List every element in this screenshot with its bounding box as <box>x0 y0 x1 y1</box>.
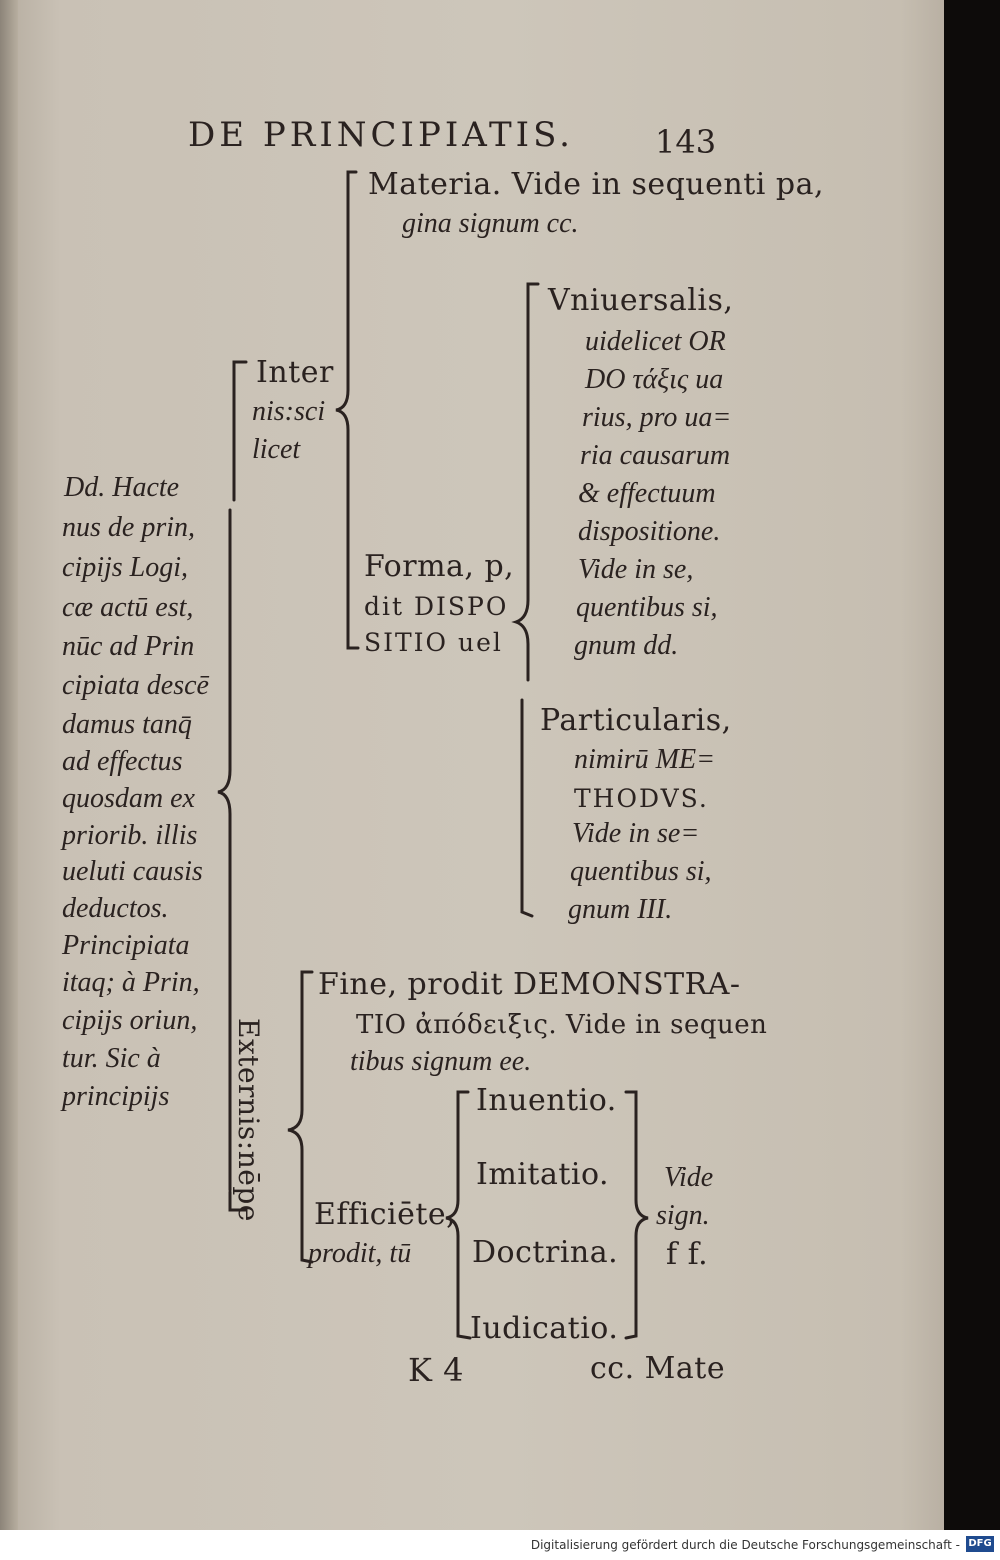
left-line: nūc ad Prin <box>62 631 195 662</box>
universalis-line: ria causarum <box>580 440 731 471</box>
left-line: principijs <box>62 1081 170 1112</box>
left-line: Dd. Hacte <box>64 472 180 503</box>
particularis-line: quentibus si, <box>570 856 712 887</box>
left-line: priorib. illis <box>62 820 198 851</box>
left-line: cipijs oriun, <box>62 1005 198 1036</box>
method-item: Imitatio. <box>476 1157 610 1192</box>
universalis-line: uidelicet OR <box>585 326 726 357</box>
forma-line: dit DISPO <box>364 592 509 621</box>
forma-brace-lower <box>522 700 532 916</box>
catchword: cc. Mate <box>590 1351 726 1386</box>
left-line: tur. Sic à <box>62 1043 161 1074</box>
internis-line: licet <box>252 434 301 465</box>
fine-line: Fine, prodit DEMONSTRA- <box>318 967 741 1002</box>
forma-line: SITIO uel <box>364 628 503 657</box>
internis-line: nis:sci <box>252 396 326 427</box>
particularis-line: Vide in se= <box>572 818 700 849</box>
particularis-line: nimirū ME= <box>574 744 715 775</box>
main-brace-upper <box>234 362 246 500</box>
efficiente-brace <box>446 1092 470 1338</box>
left-line: deductos. <box>62 893 169 924</box>
particularis-line: THODVS. <box>574 784 709 813</box>
left-line: cæ actū est, <box>62 592 194 623</box>
left-line: cipiata descē <box>62 670 209 701</box>
universalis-line: dispositione. <box>578 516 721 547</box>
forma-line: Forma, p, <box>364 549 515 584</box>
efficiente-line: Efficiēte, <box>314 1197 457 1232</box>
universalis-line: Vide in se, <box>578 554 694 585</box>
vide-sign-line: sign. <box>656 1200 710 1231</box>
left-line: quosdam ex <box>62 783 195 814</box>
method-item: Iudicatio. <box>470 1311 619 1346</box>
universalis-line: gnum dd. <box>574 630 679 661</box>
externis-label: Externis:nēpe <box>232 1018 265 1222</box>
method-item: Inuentio. <box>476 1083 617 1118</box>
page-number: 143 <box>655 123 717 161</box>
dfg-logo: DFG <box>966 1536 994 1552</box>
internis-line: Inter <box>256 355 334 390</box>
methods-closing-brace <box>626 1092 648 1338</box>
footer-credit: Digitalisierung gefördert durch die Deutsche Forschungsgemeinschaft - <box>530 1538 960 1552</box>
running-title: DE PRINCIPIATIS. <box>188 115 574 155</box>
signature-mark: K 4 <box>408 1351 464 1389</box>
main-brace-lower <box>230 1192 246 1210</box>
vide-sign-line: f f. <box>666 1237 709 1272</box>
fine-line: tibus signum ee. <box>350 1046 532 1077</box>
efficiente-line: prodit, tū <box>308 1238 412 1269</box>
left-line: damus tanq̄ <box>62 709 192 740</box>
fine-line: TIO ἀπόδειξις. Vide in sequen <box>356 1010 768 1040</box>
particularis-line: gnum III. <box>568 894 673 925</box>
digitization-footer <box>0 1530 1000 1560</box>
materia-line: gina signum cc. <box>402 208 579 239</box>
externis-brace <box>288 972 312 1262</box>
internis-brace <box>336 172 358 648</box>
left-line: nus de prin, <box>62 512 195 543</box>
particularis-line: Particularis, <box>540 703 732 738</box>
universalis-line: & effectuum <box>578 478 716 509</box>
method-item: Doctrina. <box>472 1235 619 1270</box>
left-line: ueluti causis <box>62 856 203 887</box>
left-line: itaq; à Prin, <box>62 967 200 998</box>
universalis-line: rius, pro ua= <box>582 402 732 433</box>
universalis-line: Vniuersalis, <box>548 283 734 318</box>
main-brace-middle <box>218 510 230 1190</box>
materia-line: Materia. Vide in sequenti pa, <box>368 167 825 202</box>
left-line: cipijs Logi, <box>62 552 189 583</box>
universalis-line: DO τάξις ua <box>585 364 724 395</box>
vide-sign-line: Vide <box>664 1162 714 1193</box>
universalis-line: quentibus si, <box>576 592 718 623</box>
left-line: ad effectus <box>62 746 183 777</box>
left-line: Principiata <box>62 930 190 961</box>
forma-brace <box>516 284 538 680</box>
